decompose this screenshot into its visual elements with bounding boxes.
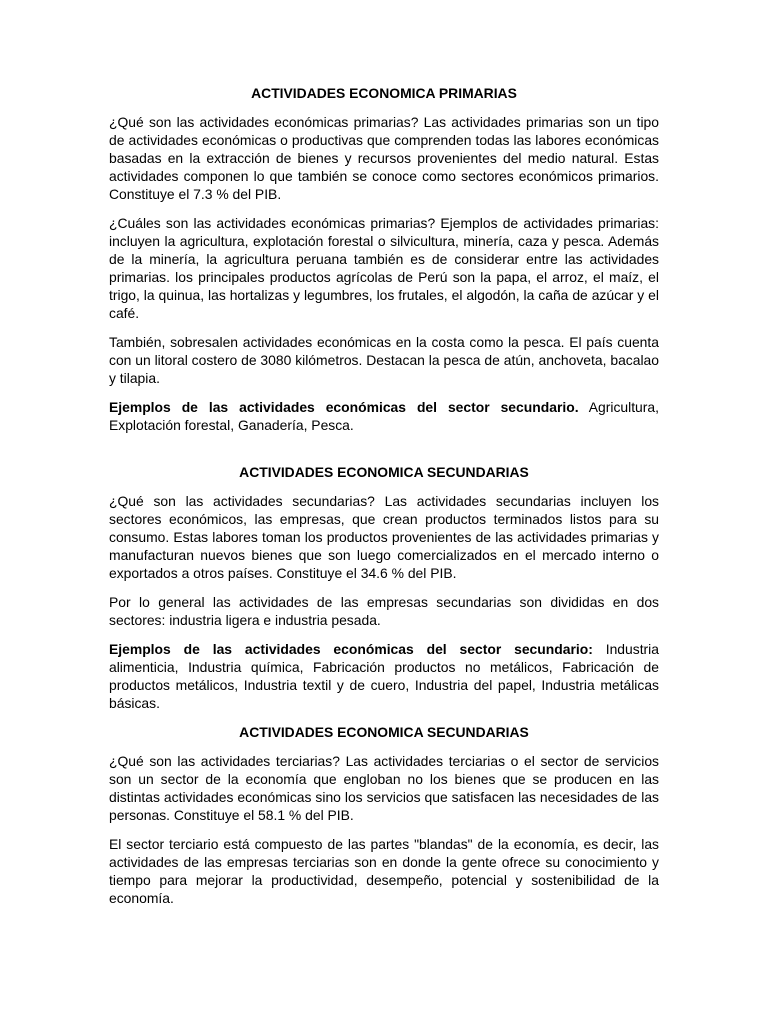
secondary-examples-label: Ejemplos de las actividades económicas del sector secundario: (109, 641, 593, 657)
primary-examples-text: Agricultura, Explotación forestal, Ganadería, Pesca. (109, 399, 659, 433)
secondary-paragraph-2: Por lo general las actividades de las empresas secundarias son divididas en dos sectores: industria ligera e industria pesada. (109, 594, 659, 628)
primary-heading: ACTIVIDADES ECONOMICA PRIMARIAS (251, 85, 517, 101)
tertiary-heading: ACTIVIDADES ECONOMICA SECUNDARIAS (239, 724, 529, 740)
primary-paragraph-3: También, sobresalen actividades económicas en la costa como la pesca. El país cuenta con un litoral costero de 3080 kilómetros. Destacan la pesca de atún, anchoveta, bacalao y tilapia. (109, 334, 659, 386)
document-page (109, 84, 659, 918)
secondary-examples-text: Industria alimenticia, Industria química, Fabricación productos no metálicos, Fabricación de productos metálicos, Industria textil y de cuero, Industria del papel, Industria metálicas básicas. (109, 641, 659, 711)
tertiary-paragraph-1: ¿Qué son las actividades terciarias? Las actividades terciarias o el sector de servicios son un sector de la economía que engloban no los bienes que se producen en las distintas actividades económicas sino los servicios que satisfacen las necesidades de las personas. Constituye el 58.1 % del PIB. (109, 753, 659, 823)
secondary-heading: ACTIVIDADES ECONOMICA SECUNDARIAS (239, 464, 529, 480)
primary-paragraph-2: ¿Cuáles son las actividades económicas primarias? Ejemplos de actividades primarias: incluyen la agricultura, explotación forestal o silvicultura, minería, caza y pesca. Además de la minería, la agricultura peruana también es de considerar entre las actividades primarias. los principales productos agrícolas de Perú son la papa, el arroz, el maíz, el trigo, la quinua, las hortalizas y legumbres, los frutales, el algodón, la caña de azúcar y el café. (109, 215, 659, 321)
primary-examples (109, 398, 659, 434)
primary-examples-label: Ejemplos de las actividades económicas del sector secundario. (109, 399, 579, 415)
primary-paragraph-1: ¿Qué son las actividades económicas primarias? Las actividades primarias son un tipo de actividades económicas o productivas que comprenden todas las labores económicas basadas en la extracción de bienes y recursos provenientes del medio natural. Estas actividades componen lo que también se conoce como sectores económicos primarios. Constituye el 7.3 % del PIB. (109, 114, 659, 202)
secondary-paragraph-1: ¿Qué son las actividades secundarias? Las actividades secundarias incluyen los sectores económicos, las empresas, que crean productos terminados listos para su consumo. Estas labores toman los productos provenientes de las actividades primarias y manufacturan nuevos bienes que son luego comercializados en el mercado interno o exportados a otros países. Constituye el 34.6 % del PIB. (109, 493, 659, 581)
section-spacer (109, 445, 659, 463)
tertiary-paragraph-2: El sector terciario está compuesto de las partes "blandas" de la economía, es decir, las actividades de las empresas terciarias son en donde la gente ofrece su conocimiento y tiempo para mejorar la productividad, desempeño, potencial y sostenibilidad de la economía. (109, 836, 659, 906)
secondary-examples (109, 640, 659, 712)
